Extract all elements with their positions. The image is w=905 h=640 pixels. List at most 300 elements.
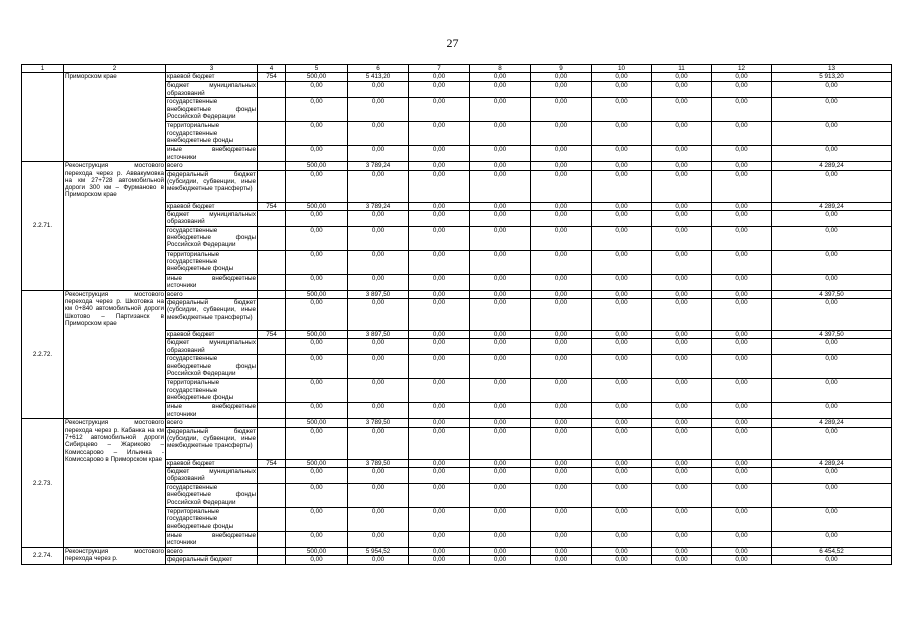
amount-cell: 0,00: [772, 250, 892, 274]
amount-cell: 0,00: [348, 484, 409, 508]
funding-source: краевой бюджет: [166, 73, 258, 82]
amount-cell: 0,00: [712, 468, 772, 484]
amount-cell: 0,00: [286, 556, 348, 564]
amount-cell: 0,00: [592, 98, 652, 122]
amount-cell: 0,00: [652, 290, 712, 298]
amount-cell: 0,00: [348, 556, 409, 564]
amount-cell: 0,00: [409, 532, 470, 548]
amount-cell: 0,00: [409, 379, 470, 403]
amount-cell: 0,00: [712, 162, 772, 170]
amount-cell: 0,00: [592, 122, 652, 146]
amount-cell: 0,00: [286, 532, 348, 548]
column-number: 8: [470, 65, 531, 73]
funding-source: территориальные государственные внебюджетные фонды: [166, 508, 258, 532]
amount-cell: 0,00: [592, 508, 652, 532]
amount-cell: 0,00: [592, 532, 652, 548]
amount-cell: 0,00: [470, 532, 531, 548]
amount-cell: 0,00: [772, 355, 892, 379]
amount-cell: 0,00: [592, 339, 652, 355]
amount-cell: 0,00: [652, 339, 712, 355]
amount-cell: 0,00: [348, 355, 409, 379]
amount-cell: 0,00: [592, 484, 652, 508]
amount-cell: 4 397,50: [772, 290, 892, 298]
amount-cell: 0,00: [409, 122, 470, 146]
amount-cell: 0,00: [286, 508, 348, 532]
amount-cell: 0,00: [409, 73, 470, 82]
amount-cell: 0,00: [470, 98, 531, 122]
amount-cell: 0,00: [470, 290, 531, 298]
funding-source: всего: [166, 162, 258, 170]
amount-cell: 0,00: [592, 162, 652, 170]
amount-cell: 3 789,24: [348, 162, 409, 170]
amount-cell: 0,00: [470, 427, 531, 459]
amount-cell: 0,00: [772, 556, 892, 564]
grbs-code: [258, 468, 286, 484]
amount-cell: 0,00: [470, 122, 531, 146]
grbs-code: [258, 274, 286, 290]
amount-cell: 0,00: [409, 508, 470, 532]
grbs-code: [258, 210, 286, 226]
amount-cell: 0,00: [592, 146, 652, 162]
funding-source: бюджет муниципальных образований: [167, 210, 256, 226]
table-row: [22, 290, 892, 298]
item-code: 2.2.74.: [22, 548, 64, 565]
amount-cell: 0,00: [286, 355, 348, 379]
amount-cell: 0,00: [286, 250, 348, 274]
column-number: 7: [409, 65, 470, 73]
amount-cell: 0,00: [772, 427, 892, 459]
amount-cell: 0,00: [348, 250, 409, 274]
amount-cell: 0,00: [531, 355, 592, 379]
grbs-code: 754: [258, 73, 286, 82]
table-row: [22, 73, 892, 82]
table-body: [22, 65, 892, 565]
amount-cell: 0,00: [286, 403, 348, 419]
amount-cell: 0,00: [348, 210, 409, 226]
amount-cell: 0,00: [531, 290, 592, 298]
table-row: [22, 548, 892, 556]
amount-cell: 0,00: [348, 146, 409, 162]
amount-cell: 0,00: [652, 299, 712, 331]
table-row: [22, 162, 892, 170]
funding-source: всего: [166, 419, 258, 427]
amount-cell: 6 454,52: [772, 548, 892, 556]
amount-cell: 0,00: [712, 339, 772, 355]
amount-cell: 0,00: [470, 210, 531, 226]
amount-cell: 0,00: [470, 73, 531, 82]
amount-cell: 0,00: [592, 331, 652, 339]
amount-cell: 0,00: [348, 98, 409, 122]
amount-cell: 0,00: [470, 403, 531, 419]
amount-cell: 0,00: [348, 226, 409, 250]
amount-cell: 0,00: [592, 459, 652, 467]
grbs-code: [258, 162, 286, 170]
funding-source: территориальные государственные внебюджетные фонды: [166, 379, 258, 403]
amount-cell: 0,00: [772, 122, 892, 146]
amount-cell: 3 897,50: [348, 331, 409, 339]
amount-cell: 0,00: [772, 468, 892, 484]
amount-cell: 3 789,50: [348, 459, 409, 467]
amount-cell: 500,00: [286, 331, 348, 339]
amount-cell: 0,00: [772, 508, 892, 532]
table-row: [22, 419, 892, 427]
item-name: Реконструкция мостового перехода через р. Кабанка на км 7+612 автомобильной дороги Сибирцево – Жариково – Комиссарово – Ильинка - Комиссарово в Приморском крае: [64, 419, 166, 548]
amount-cell: 0,00: [348, 427, 409, 459]
amount-cell: 0,00: [409, 548, 470, 556]
grbs-code: [258, 419, 286, 427]
amount-cell: 500,00: [286, 73, 348, 82]
amount-cell: 0,00: [712, 73, 772, 82]
funding-source: бюджет муниципальных образований: [167, 82, 256, 97]
amount-cell: 0,00: [409, 459, 470, 467]
funding-source: государственные внебюджетные фонды Российской Федерации: [167, 355, 256, 378]
amount-cell: 0,00: [772, 403, 892, 419]
amount-cell: 0,00: [652, 379, 712, 403]
amount-cell: 0,00: [531, 459, 592, 467]
amount-cell: 0,00: [286, 427, 348, 459]
amount-cell: 0,00: [531, 170, 592, 202]
funding-source: всего: [166, 548, 258, 556]
amount-cell: 0,00: [652, 250, 712, 274]
amount-cell: 0,00: [592, 73, 652, 82]
amount-cell: 0,00: [470, 379, 531, 403]
amount-cell: 0,00: [592, 250, 652, 274]
amount-cell: 0,00: [470, 299, 531, 331]
amount-cell: 0,00: [772, 210, 892, 226]
amount-cell: 0,00: [772, 170, 892, 202]
amount-cell: 0,00: [286, 379, 348, 403]
amount-cell: 0,00: [286, 98, 348, 122]
amount-cell: 5 954,52: [348, 548, 409, 556]
amount-cell: 0,00: [531, 556, 592, 564]
amount-cell: 0,00: [409, 170, 470, 202]
column-number: 12: [712, 65, 772, 73]
amount-cell: 5 413,20: [348, 73, 409, 82]
amount-cell: 0,00: [470, 331, 531, 339]
amount-cell: 0,00: [409, 250, 470, 274]
amount-cell: 0,00: [652, 210, 712, 226]
amount-cell: 0,00: [286, 170, 348, 202]
column-number: 6: [348, 65, 409, 73]
amount-cell: 0,00: [712, 379, 772, 403]
funding-source: бюджет муниципальных образований: [167, 468, 256, 483]
amount-cell: 0,00: [592, 202, 652, 210]
item-name: Реконструкция мостового перехода через р.: [65, 548, 164, 563]
grbs-code: [258, 170, 286, 202]
amount-cell: 0,00: [772, 299, 892, 331]
amount-cell: 4 289,24: [772, 202, 892, 210]
item-code: 2.2.73.: [22, 419, 64, 548]
amount-cell: 4 289,24: [772, 162, 892, 170]
amount-cell: 0,00: [470, 202, 531, 210]
item-name: Реконструкция мостового перехода через р. Аввакумовка на км 27+728 автомобильной дороги 300 км – Фурманово в Приморском крае: [64, 162, 166, 291]
amount-cell: 0,00: [286, 210, 348, 226]
amount-cell: 0,00: [409, 427, 470, 459]
amount-cell: 0,00: [531, 162, 592, 170]
amount-cell: 0,00: [348, 339, 409, 355]
amount-cell: 0,00: [470, 82, 531, 98]
grbs-code: 754: [258, 331, 286, 339]
column-number: 5: [286, 65, 348, 73]
amount-cell: 0,00: [531, 379, 592, 403]
amount-cell: 0,00: [531, 484, 592, 508]
amount-cell: 0,00: [286, 274, 348, 290]
grbs-code: [258, 98, 286, 122]
amount-cell: 0,00: [409, 210, 470, 226]
amount-cell: 0,00: [470, 146, 531, 162]
amount-cell: 0,00: [592, 419, 652, 427]
amount-cell: 0,00: [409, 82, 470, 98]
amount-cell: 0,00: [772, 339, 892, 355]
grbs-code: [258, 355, 286, 379]
amount-cell: 0,00: [772, 532, 892, 548]
funding-source: федеральный бюджет (субсидии, субвенции, иные межбюджетные трансферты): [166, 299, 258, 331]
amount-cell: 0,00: [286, 146, 348, 162]
amount-cell: 0,00: [772, 98, 892, 122]
amount-cell: 0,00: [286, 339, 348, 355]
amount-cell: 0,00: [531, 419, 592, 427]
funding-source: территориальные государственные внебюджетные фонды: [166, 250, 258, 274]
amount-cell: 0,00: [712, 299, 772, 331]
amount-cell: 0,00: [470, 250, 531, 274]
funding-source: федеральный бюджет (субсидии, субвенции, иные межбюджетные трансферты): [166, 170, 258, 202]
amount-cell: 0,00: [348, 379, 409, 403]
amount-cell: 0,00: [772, 146, 892, 162]
grbs-code: 754: [258, 202, 286, 210]
amount-cell: 0,00: [592, 403, 652, 419]
amount-cell: 0,00: [712, 331, 772, 339]
amount-cell: 0,00: [592, 82, 652, 98]
amount-cell: 0,00: [470, 339, 531, 355]
amount-cell: 0,00: [712, 355, 772, 379]
amount-cell: 0,00: [592, 355, 652, 379]
amount-cell: 0,00: [286, 484, 348, 508]
amount-cell: 0,00: [531, 226, 592, 250]
amount-cell: 500,00: [286, 202, 348, 210]
amount-cell: 0,00: [286, 122, 348, 146]
amount-cell: 0,00: [652, 468, 712, 484]
amount-cell: 0,00: [409, 162, 470, 170]
grbs-code: [258, 146, 286, 162]
amount-cell: 0,00: [348, 122, 409, 146]
funding-source: краевой бюджет: [166, 459, 258, 467]
page-number: 27: [446, 36, 459, 50]
amount-cell: 0,00: [652, 459, 712, 467]
column-number: 4: [258, 65, 286, 73]
amount-cell: 0,00: [348, 508, 409, 532]
amount-cell: 0,00: [652, 548, 712, 556]
amount-cell: 0,00: [286, 468, 348, 484]
amount-cell: 0,00: [348, 532, 409, 548]
amount-cell: 0,00: [772, 484, 892, 508]
amount-cell: 0,00: [348, 468, 409, 484]
amount-cell: 0,00: [652, 427, 712, 459]
funding-source: территориальные государственные внебюджетные фонды: [166, 122, 258, 146]
amount-cell: 0,00: [592, 427, 652, 459]
amount-cell: 0,00: [712, 508, 772, 532]
amount-cell: 0,00: [592, 556, 652, 564]
amount-cell: 0,00: [712, 274, 772, 290]
column-number: 3: [166, 65, 258, 73]
amount-cell: 0,00: [772, 379, 892, 403]
funding-source: иные внебюджетные источники: [167, 146, 256, 161]
funding-source: государственные внебюджетные фонды Российской Федерации: [167, 226, 256, 249]
column-number: 13: [772, 65, 892, 73]
amount-cell: 0,00: [712, 419, 772, 427]
amount-cell: 0,00: [592, 468, 652, 484]
amount-cell: 500,00: [286, 162, 348, 170]
amount-cell: 0,00: [712, 427, 772, 459]
amount-cell: 0,00: [712, 290, 772, 298]
grbs-code: [258, 427, 286, 459]
amount-cell: 0,00: [712, 532, 772, 548]
amount-cell: 0,00: [531, 508, 592, 532]
column-number: 2: [64, 65, 166, 73]
amount-cell: 0,00: [286, 82, 348, 98]
amount-cell: 0,00: [652, 355, 712, 379]
amount-cell: 0,00: [470, 355, 531, 379]
grbs-code: 754: [258, 459, 286, 467]
amount-cell: 0,00: [592, 548, 652, 556]
amount-cell: 0,00: [712, 250, 772, 274]
amount-cell: 0,00: [409, 299, 470, 331]
amount-cell: 0,00: [409, 403, 470, 419]
amount-cell: 0,00: [409, 274, 470, 290]
column-number: 10: [592, 65, 652, 73]
amount-cell: 0,00: [409, 331, 470, 339]
budget-table: [21, 64, 892, 565]
amount-cell: 0,00: [470, 548, 531, 556]
amount-cell: 3 897,50: [348, 290, 409, 298]
amount-cell: 3 789,24: [348, 202, 409, 210]
item-code: 2.2.72.: [22, 290, 64, 419]
grbs-code: [258, 532, 286, 548]
amount-cell: 0,00: [712, 484, 772, 508]
amount-cell: 0,00: [470, 468, 531, 484]
amount-cell: 0,00: [531, 331, 592, 339]
amount-cell: 0,00: [409, 146, 470, 162]
item-name: Приморском крае: [64, 73, 166, 162]
funding-source: иные внебюджетные источники: [167, 403, 256, 418]
amount-cell: 0,00: [470, 170, 531, 202]
column-number: 9: [531, 65, 592, 73]
amount-cell: 0,00: [712, 403, 772, 419]
amount-cell: 0,00: [592, 290, 652, 298]
amount-cell: 0,00: [470, 274, 531, 290]
funding-source: краевой бюджет: [166, 331, 258, 339]
amount-cell: 0,00: [712, 226, 772, 250]
amount-cell: 0,00: [470, 484, 531, 508]
grbs-code: [258, 556, 286, 564]
amount-cell: 0,00: [772, 82, 892, 98]
funding-source: иные внебюджетные источники: [167, 274, 256, 290]
amount-cell: 0,00: [652, 202, 712, 210]
amount-cell: 0,00: [531, 339, 592, 355]
amount-cell: 0,00: [531, 427, 592, 459]
amount-cell: 0,00: [348, 299, 409, 331]
grbs-code: [258, 82, 286, 98]
amount-cell: 0,00: [712, 122, 772, 146]
grbs-code: [258, 403, 286, 419]
amount-cell: 0,00: [470, 556, 531, 564]
amount-cell: 0,00: [712, 202, 772, 210]
amount-cell: 0,00: [470, 226, 531, 250]
amount-cell: 0,00: [652, 532, 712, 548]
amount-cell: 0,00: [652, 98, 712, 122]
amount-cell: 0,00: [470, 508, 531, 532]
grbs-code: [258, 290, 286, 298]
amount-cell: 0,00: [712, 459, 772, 467]
amount-cell: 0,00: [531, 82, 592, 98]
amount-cell: 0,00: [348, 170, 409, 202]
amount-cell: 0,00: [409, 290, 470, 298]
grbs-code: [258, 299, 286, 331]
amount-cell: 0,00: [531, 146, 592, 162]
amount-cell: 4 289,24: [772, 419, 892, 427]
amount-cell: 0,00: [592, 274, 652, 290]
amount-cell: 0,00: [531, 122, 592, 146]
amount-cell: 3 789,50: [348, 419, 409, 427]
amount-cell: 0,00: [652, 162, 712, 170]
item-name: Реконструкция мостового перехода через р. Шкотовка на км 0+840 автомобильной дороги Шкотово – Партизанск в Приморском крае: [64, 290, 166, 419]
amount-cell: 0,00: [712, 170, 772, 202]
amount-cell: 0,00: [712, 98, 772, 122]
amount-cell: 0,00: [712, 556, 772, 564]
amount-cell: 0,00: [470, 459, 531, 467]
funding-source: краевой бюджет: [166, 202, 258, 210]
amount-cell: 0,00: [409, 355, 470, 379]
amount-cell: 0,00: [531, 403, 592, 419]
funding-source: государственные внебюджетные фонды Российской Федерации: [167, 98, 256, 120]
amount-cell: 0,00: [652, 419, 712, 427]
amount-cell: 0,00: [652, 170, 712, 202]
grbs-code: [258, 339, 286, 355]
amount-cell: 0,00: [592, 210, 652, 226]
amount-cell: 0,00: [652, 274, 712, 290]
amount-cell: 0,00: [772, 226, 892, 250]
amount-cell: 0,00: [652, 331, 712, 339]
grbs-code: [258, 250, 286, 274]
amount-cell: 0,00: [531, 468, 592, 484]
amount-cell: 0,00: [531, 210, 592, 226]
amount-cell: 500,00: [286, 459, 348, 467]
amount-cell: 0,00: [652, 403, 712, 419]
amount-cell: 0,00: [712, 548, 772, 556]
amount-cell: 0,00: [409, 339, 470, 355]
amount-cell: 0,00: [592, 170, 652, 202]
amount-cell: 0,00: [652, 508, 712, 532]
grbs-code: [258, 226, 286, 250]
amount-cell: 4 289,24: [772, 459, 892, 467]
funding-source: всего: [166, 290, 258, 298]
amount-cell: 0,00: [531, 532, 592, 548]
amount-cell: 0,00: [409, 419, 470, 427]
grbs-code: [258, 122, 286, 146]
funding-source: бюджет муниципальных образований: [167, 339, 256, 354]
amount-cell: 0,00: [712, 210, 772, 226]
amount-cell: 0,00: [531, 548, 592, 556]
item-code: 2.2.71.: [22, 162, 64, 291]
amount-cell: 0,00: [531, 73, 592, 82]
amount-cell: 0,00: [652, 73, 712, 82]
amount-cell: 5 913,20: [772, 73, 892, 82]
item-code: [22, 73, 64, 162]
amount-cell: 0,00: [531, 202, 592, 210]
amount-cell: 0,00: [592, 299, 652, 331]
amount-cell: 500,00: [286, 290, 348, 298]
amount-cell: 500,00: [286, 419, 348, 427]
amount-cell: 0,00: [531, 250, 592, 274]
